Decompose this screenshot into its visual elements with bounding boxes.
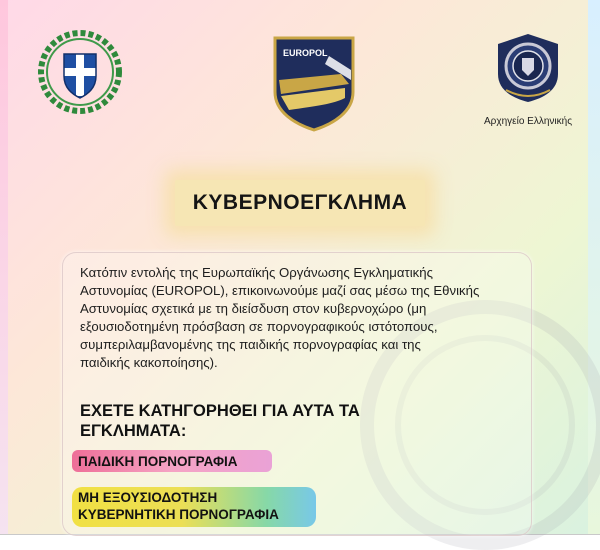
greek-coat-of-arms-icon	[38, 30, 122, 114]
crime-badge-1: ΠΑΙΔΙΚΗ ΠΟΡΝΟΓΡΑΦΙΑ	[72, 450, 272, 472]
left-edge	[0, 0, 8, 534]
europol-shield-icon	[271, 34, 357, 132]
page-title: ΚΥΒΕΡΝΟΕΓΚΛΗΜΑ	[192, 191, 408, 214]
title-banner	[175, 180, 425, 226]
accusation-heading: ΕΧΕΤΕ ΚΑΤΗΓΟΡΗΘΕΙ ΓΙΑ ΑΥΤΑ ΤΑ ΕΓΚΛΗΜΑΤΑ:	[80, 402, 360, 440]
police-hq-label: Αρχηγείο Ελληνικής	[483, 116, 573, 127]
crime-badge-2: ΜΗ ΕΞΟΥΣΙΟΔΟΤΗΣΗ ΚΥΒΕΡΝΗΤΙΚΗ ΠΟΡΝΟΓΡΑΦΙΑ	[72, 487, 316, 527]
europol-wordmark: EUROPOL	[283, 48, 328, 58]
notice-text: Κατόπιν εντολής της Ευρωπαϊκής Οργάνωσης Εγκληματικής Αστυνομίας (EUROPOL), επικοινωνούμε μαζί σας μέσω της Εθνικής Αστυνομίας σχετικά με τη διείσδυση στον κυβερνοχώρο (μη εξουσιοδοτημένη πρόσβαση σε πορνογραφικούς ιστότοπους, συμπεριλαμβανομένης της παιδικής πορνογραφίας και της παιδικής κακοποίησης).	[80, 265, 480, 370]
hellenic-police-badge-icon	[492, 32, 564, 104]
